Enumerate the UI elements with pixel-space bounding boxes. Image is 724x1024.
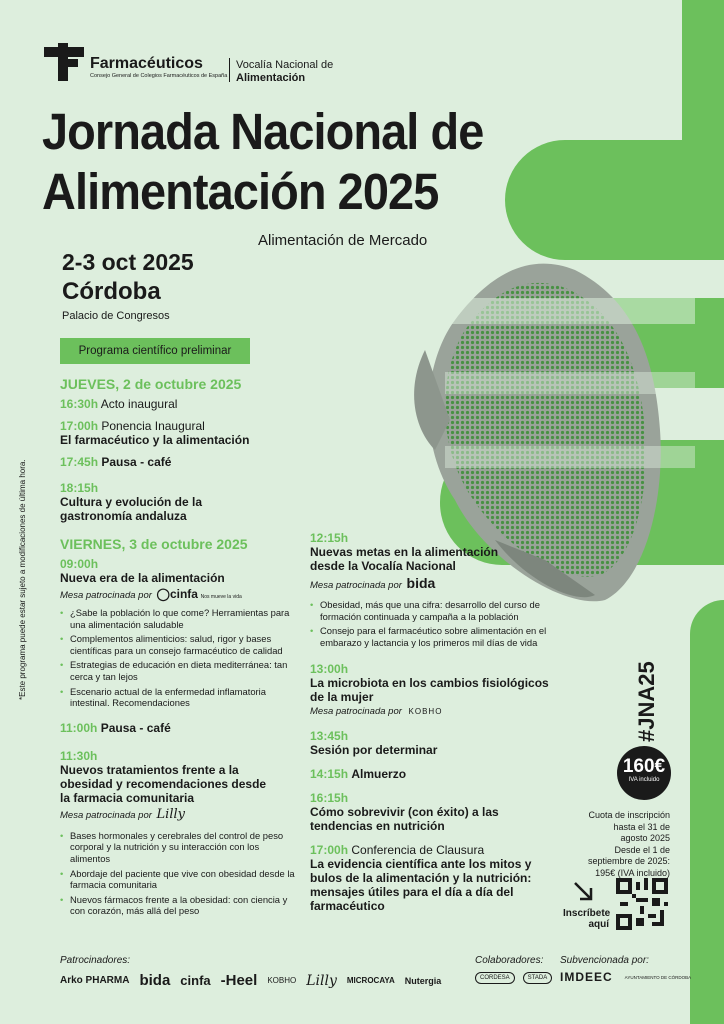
f5-title2: de la mujer xyxy=(310,690,374,705)
list-item: • Bases hormonales y cerebrales del control de peso corporal y la nutrición y su interacción con los alimentos xyxy=(60,830,295,865)
subsidy-logos xyxy=(560,970,691,984)
price-amount: 160€ xyxy=(622,756,666,777)
f5-time: 13:00h xyxy=(310,662,349,677)
kobho-logo: KOBHO xyxy=(408,707,443,717)
programa-label: Programa científico preliminar xyxy=(78,345,232,357)
f9-title3: mensajes útiles para el día a día del xyxy=(310,885,514,900)
f9-clausura: 17:00h Conferencia de Clausura xyxy=(310,843,485,858)
f4-bullets xyxy=(310,599,560,648)
event-cultura-title2: gastronomía andaluza xyxy=(60,509,187,523)
friday-left-block xyxy=(60,536,295,920)
brand-subtitle: Consejo General de Colegios Farmacéuticos de España xyxy=(90,73,228,79)
list-item: • Abordaje del paciente que vive con obesidad desde la farmacia comunitaria xyxy=(60,868,295,891)
hashtag: #JNA25 xyxy=(634,661,659,742)
side-note: *Este programa puede estar sujeto a modificaciones de última hora. xyxy=(18,459,27,700)
sponsor-logo: cinfa xyxy=(180,973,211,988)
event-pausa-1: 17:45h Pausa - café xyxy=(60,455,172,469)
list-item: • Estrategias de educación en dieta mediterránea: tan cerca y tan lejos xyxy=(60,659,295,682)
programa-badge xyxy=(60,338,250,364)
sponsor-logo: Nutergia xyxy=(404,975,442,986)
collab-logo: STADA xyxy=(523,972,553,984)
f6-time: 13:45h xyxy=(310,729,349,744)
brand-name: Farmacéuticos xyxy=(90,55,203,72)
f7-almuerzo: 14:15h Almuerzo xyxy=(310,767,407,782)
f4-sponsor: Mesa patrocinada por bida xyxy=(310,575,436,591)
collab-logos xyxy=(475,972,552,984)
f4-time: 12:15h xyxy=(310,531,349,545)
list-item: • Nuevos fármacos frente a la obesidad: con ciencia y con corazón, más allá del peso xyxy=(60,894,295,917)
f4-title2: desde la Vocalía Nacional xyxy=(310,559,456,573)
list-item: • ¿Sabe la población lo que come? Herramientas para una alimentación saludable xyxy=(60,607,295,630)
ayuntamiento-logo: AYUNTAMIENTO DE CÓRDOBA xyxy=(624,974,692,980)
lilly-logo: Lilly xyxy=(156,806,185,822)
f9-title4: farmacéutico xyxy=(310,899,385,914)
f1-bullets xyxy=(60,607,295,709)
collab-label: Colaboradores: xyxy=(475,955,544,966)
vocalia-line2: Alimentación xyxy=(236,72,306,84)
event-venue: Palacio de Congresos xyxy=(62,310,170,322)
event-cultura-time: 18:15h xyxy=(60,481,99,495)
farmaceuticos-cross-icon xyxy=(44,43,84,81)
f6-title: Sesión por determinar xyxy=(310,743,438,758)
bida-logo: bida xyxy=(406,575,436,591)
f8-title1: Cómo sobrevivir (con éxito) a las xyxy=(310,805,499,820)
list-item: • Complementos alimenticios: salud, rigor y bases científicas para un consejo farmacéutico de calidad xyxy=(60,633,295,656)
sponsors-label: Patrocinadores: xyxy=(60,955,131,966)
f8-time: 16:15h xyxy=(310,791,349,806)
f1-time: 09:00h xyxy=(60,557,99,571)
f3-title2: obesidad y recomendaciones desde xyxy=(60,776,267,791)
ponencia-title: El farmacéutico y la alimentación xyxy=(60,433,250,447)
f3-title3: la farmacia comunitaria xyxy=(60,790,195,805)
f3-time: 11:30h xyxy=(60,748,98,763)
event-cultura-title1: Cultura y evolución de la xyxy=(60,495,203,509)
f1-sponsor: Mesa patrocinada por ◯cinfa Nos mueve la vida xyxy=(60,587,242,601)
f5-sponsor: Mesa patrocinada por KOBHO xyxy=(310,706,443,718)
event-city: Córdoba xyxy=(62,278,161,305)
arrow-down-right-icon xyxy=(572,880,594,902)
vocalia-line1: Vocalía Nacional de xyxy=(236,59,334,71)
event-inaugural: 16:30h Acto inaugural xyxy=(60,397,178,411)
f8-title2: tendencias en nutrición xyxy=(310,819,445,834)
thursday-day: JUEVES, 2 de octubre 2025 xyxy=(60,376,242,392)
thursday-block xyxy=(60,376,310,523)
list-item: • Obesidad, más que una cifra: desarrollo del curso de formación continuada y campaña a la población xyxy=(310,599,560,622)
f4-title1: Nuevas metas en la alimentación xyxy=(310,545,499,559)
f3-title1: Nuevos tratamientos frente a la xyxy=(60,762,239,777)
collab-logo: CORDESA xyxy=(475,972,515,984)
decor-bottom-right xyxy=(690,600,724,1024)
f5-title1: La microbiota en los cambios fisiológicos xyxy=(310,676,549,691)
header-divider xyxy=(229,58,230,82)
f3-bullets xyxy=(60,830,295,917)
event-date: 2-3 oct 2025 xyxy=(62,249,194,275)
sponsor-logo: Arko PHARMA xyxy=(60,975,130,986)
f9-title1: La evidencia científica ante los mitos y xyxy=(310,857,532,872)
f9-title2: bulos de la alimentación y la nutrición: xyxy=(310,871,532,886)
cinfa-tagline: Nos mueve la vida xyxy=(200,594,242,600)
sponsor-logo: KOBHO xyxy=(267,976,297,985)
price-badge xyxy=(617,746,671,800)
list-item: • Escenario actual de la enfermedad inflamatoria intestinal. Recomendaciones xyxy=(60,686,295,709)
subtitle: Alimentación de Mercado xyxy=(258,232,428,249)
list-item: • Consejo para el farmacéutico sobre alimentación en el embarazo y lactancia y los primeros mil días de vida xyxy=(310,625,560,648)
cinfa-logo: ◯cinfa xyxy=(156,587,198,601)
qr-code[interactable] xyxy=(616,878,668,930)
f3-sponsor: Mesa patrocinada por Lilly xyxy=(60,806,185,822)
friday-day: VIERNES, 3 de octubre 2025 xyxy=(60,536,248,552)
friday-right-block xyxy=(310,531,560,913)
subsidy-label: Subvencionada por: xyxy=(560,955,649,966)
sponsor-logo: bida xyxy=(139,972,171,989)
register-label[interactable]: Inscríbete aquí xyxy=(563,908,611,930)
sponsor-logo: -Heel xyxy=(220,972,258,989)
sponsor-logo: MICROCAYA xyxy=(346,976,395,985)
price-note: IVA incluido xyxy=(628,777,660,783)
event-ponencia: 17:00h Ponencia Inaugural xyxy=(60,419,205,433)
f1-title: Nueva era de la alimentación xyxy=(60,571,225,585)
f2-pausa: 11:00h Pausa - café xyxy=(60,720,171,735)
main-title-line2: Alimentación 2025 xyxy=(42,163,439,220)
sponsor-logos xyxy=(60,972,460,989)
main-title-line1: Jornada Nacional de xyxy=(42,103,484,160)
imdeec-logo: IMDEEC xyxy=(560,970,613,984)
sponsor-logo: Lilly xyxy=(306,972,337,989)
fee-text: Cuota de inscripción hasta el 31 de agosto 2025 Desde el 1 de septiembre de 2025: 195€ (IVA incluido) xyxy=(587,810,670,878)
